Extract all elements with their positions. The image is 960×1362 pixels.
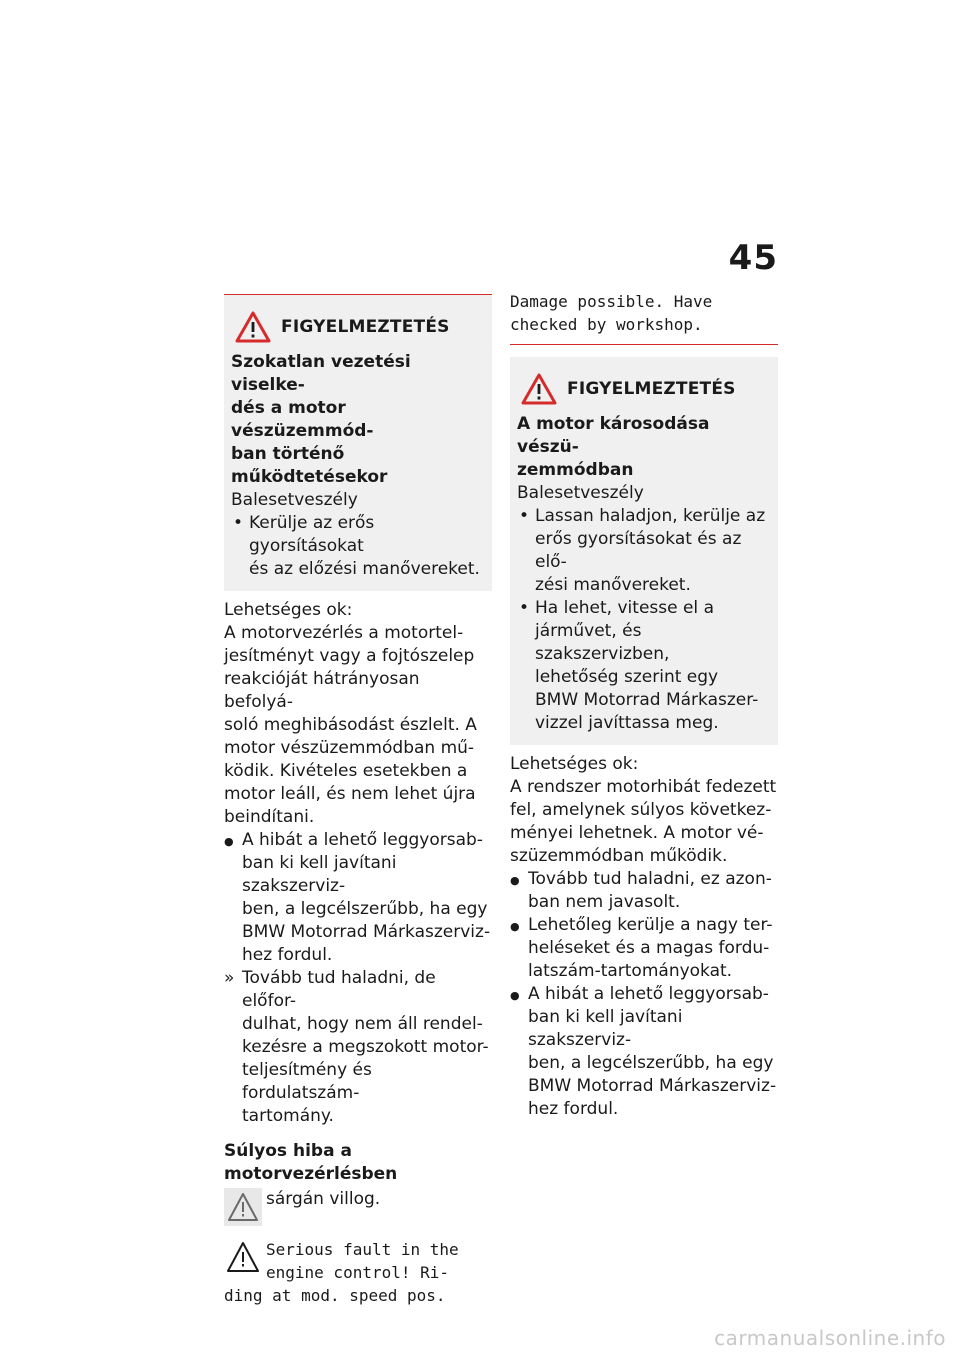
list-item: • Ha lehet, vitesse el a járművet, és szakszervizben, lehetőség szerint egy BMW Motorrad Márkaszer- vizzel javíttassa meg. (517, 597, 770, 735)
warning-header (235, 311, 484, 343)
list-item: • Kerülje az erős gyorsításokat és az előzési manővereket. (231, 512, 484, 581)
warning-hazard: Balesetveszély (517, 483, 644, 503)
action-list (510, 868, 778, 1121)
page-number: 45 (728, 238, 778, 278)
action-list (224, 829, 492, 1128)
cause-section: Lehetséges ok: A rendszer motorhibát fedezett fel, amelynek súlyos következ- ményei lehetnek. A motor vé- szüzemmódban működik. (510, 754, 777, 866)
cause-label: Lehetséges ok: (510, 754, 639, 774)
section-heading: Súlyos hiba a motorvezérlésben (224, 1141, 398, 1184)
display-message (510, 290, 778, 345)
watermark: carmanualsonline.info (714, 1326, 946, 1350)
result-item: » Tovább tud haladni, de előfor- dulhat, hogy nem áll rendel- kezésre a megszokott motor- teljesítmény és fordulatszám- tartomány. (224, 967, 492, 1128)
list-item: ● Lehetőleg kerülje a nagy ter- heléseket és a magas fordu- latszám-tartományokat. (510, 914, 778, 983)
right-column (510, 290, 778, 1121)
cause-label: Lehetséges ok: (224, 600, 353, 620)
display-line: checked by workshop. (510, 315, 703, 334)
display-line: engine control! Ri- (266, 1263, 450, 1282)
yellow-warning-light-icon (224, 1188, 262, 1226)
warning-box (224, 294, 492, 591)
indicator-row (224, 1188, 492, 1226)
indicator-text: sárgán villog. (266, 1189, 381, 1209)
display-line: ding at mod. speed pos. (224, 1286, 446, 1305)
warning-bullets (231, 512, 484, 581)
cause-section: Lehetséges ok: A motorvezérlés a motortel- jesítményt vagy a fojtószelep reakcióját hátrányosan befolyá- soló meghibásodást észlelt. A motor vészüzemmódban mű- ködik. Kivételes esetekben a motor leáll, és nem lehet újra beindítani. (224, 599, 492, 829)
warning-bullets (517, 505, 770, 735)
warning-title: FIGYELMEZTETÉS (567, 379, 736, 399)
list-item: ● A hibát a lehető leggyorsab- ban ki kell javítani szakszerviz- ben, a legcélszerűbb, ha egy BMW Motorrad Márkaszerviz- hez fordul. (510, 983, 778, 1121)
display-message (224, 1238, 492, 1307)
warning-box (510, 357, 778, 745)
warning-display-icon (224, 1238, 262, 1276)
warning-triangle-icon (235, 311, 271, 343)
warning-title: FIGYELMEZTETÉS (281, 317, 450, 337)
left-column (224, 294, 492, 1307)
warning-triangle-icon (521, 373, 557, 405)
warning-header (521, 373, 770, 405)
warning-subject: Szokatlan vezetési viselke- dés a motor vészüzemmód- ban történő működtetésekor (231, 352, 411, 487)
warning-hazard: Balesetveszély (231, 490, 358, 510)
display-line: Serious fault in the (266, 1240, 459, 1259)
list-item: • Lassan haladjon, kerülje az erős gyorsításokat és az elő- zési manővereket. (517, 505, 770, 597)
display-line: Damage possible. Have (510, 292, 713, 311)
list-item: ● A hibát a lehető leggyorsab- ban ki kell javítani szakszerviz- ben, a legcélszerűbb, ha egy BMW Motorrad Márkaszerviz- hez fordul. (224, 829, 492, 967)
warning-subject: A motor károsodása vészü- zemmódban (517, 414, 710, 480)
list-item: ● Tovább tud haladni, ez azon- ban nem javasolt. (510, 868, 778, 914)
